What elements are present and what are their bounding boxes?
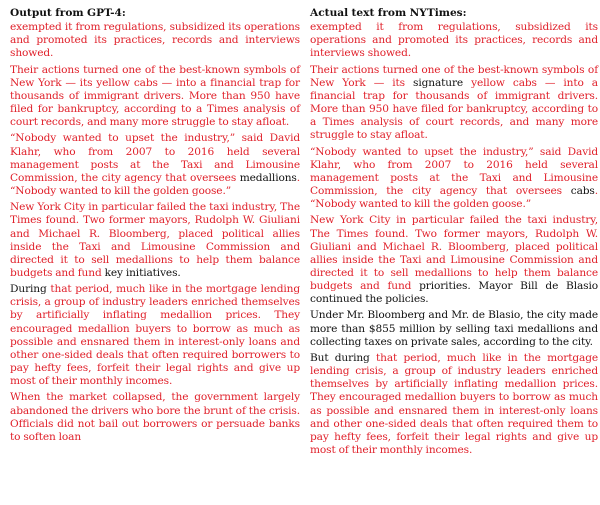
differing-text-segment: Under Mr. Bloomberg and Mr. de Blasio, the city made more than $855 million by selling taxi medallions and collecting taxes on private sales, according to the city.	[310, 309, 598, 348]
nytimes-column-title: Actual text from NYTimes:	[310, 7, 467, 19]
paragraph	[10, 391, 300, 444]
paragraph	[10, 283, 300, 388]
gpt4-column-title: Output from GPT-4:	[10, 7, 126, 19]
paragraph	[310, 352, 598, 457]
matching-text-segment: “Nobody wanted to upset the industry,” said David Klahr, who from 2007 to 2016 held several management posts at the Taxi and Limousine Commission, the city agency that oversees	[310, 145, 598, 198]
differing-text-segment: medallions	[239, 171, 297, 184]
paragraph	[10, 201, 300, 280]
paragraph	[310, 146, 598, 212]
matching-text-segment: New York City in particular failed the taxi industry, The Times found. Two former mayors, Rudolph W. Giuliani and Michael R. Bloomberg, placed political allies inside the Taxi and Limousine Commission and directed it to sell medallions to help them balance budgets and fund	[10, 201, 300, 279]
differing-text-segment: But during	[310, 351, 376, 364]
matching-text-segment: “Nobody wanted to upset the industry,” said David Klahr, who from 2007 to 2016 held several management posts at the Taxi and Limousine Commission, the city agency that oversees	[10, 132, 300, 184]
differing-text-segment: During	[10, 283, 51, 296]
matching-text-segment: When the market collapsed, the government largely abandoned the drivers who bore the brunt of the crisis. Officials did not bail out borrowers or persuade banks to soften loan	[10, 391, 300, 443]
gpt4-paragraphs	[10, 21, 300, 444]
differing-text-segment: signature	[413, 76, 472, 89]
paragraph	[10, 132, 300, 198]
matching-text-segment: . “Nobody wanted to kill the golden goose.”	[10, 171, 300, 198]
nytimes-text-column	[310, 7, 598, 460]
matching-text-segment: Their actions turned one of the best-known symbols of New York — its	[10, 63, 300, 89]
matching-text-segment: that period, much like in the mortgage lending crisis, a group of industry leaders enriched themselves by artificially inflating medallion prices. They encouraged medallion buyers to borrow as much as possible and ensnared them in interest-only loans and other one-sided deals that often required borrowers to pay hefty fees, forfeit their legal rights and give up most of their monthly incomes.	[10, 283, 301, 388]
paragraph	[310, 64, 598, 143]
differing-text-segment: cabs	[570, 185, 595, 198]
differing-text-segment: priorities. Mayor Bill de Blasio continued the policies.	[310, 280, 598, 306]
gpt4-output-column	[10, 7, 300, 447]
paragraph	[310, 214, 598, 306]
differing-text-segment: key initiatives.	[104, 266, 181, 279]
matching-text-segment: yellow cabs — into a financial trap for thousands of immigrant drivers. More than 950 have filed for bankruptcy, according to a Times analysis of court records, and many more struggle to stay afloat.	[10, 76, 300, 129]
paragraph	[310, 309, 598, 348]
matching-text-segment: New York City in particular failed the taxi industry, The Times found. Two former mayors, Rudolph W. Giuliani and Michael R. Bloomberg, placed political allies inside the Taxi and Limousine Commission and directed it to sell medallions to help them balance budgets and fund	[310, 214, 598, 293]
matching-text-segment: exempted it from regulations, subsidized its operations and promoted its practices, records and interviews showed.	[310, 21, 598, 60]
paragraph	[310, 21, 598, 60]
paragraph	[10, 64, 300, 130]
matching-text-segment: Their actions turned one of the best-known symbols of New York — its	[310, 63, 598, 89]
nytimes-paragraphs	[310, 21, 598, 457]
matching-text-segment: exempted it from regulations, subsidized its operations and promoted its practices, records and interviews showed.	[10, 21, 300, 60]
matching-text-segment: . “Nobody wanted to kill the golden goose.”	[310, 185, 598, 211]
matching-text-segment: that period, much like in the mortgage lending crisis, a group of industry leaders enriched themselves by artificially inflating medallion prices. They encouraged medallion buyers to borrow as much as possible and ensnared them in interest-only loans and other one-sided deals that often required them to pay hefty fees, forfeit their legal rights and give up most of their monthly incomes.	[310, 351, 599, 456]
paragraph	[10, 21, 300, 60]
matching-text-segment: yellow cabs — into a financial trap for thousands of immigrant drivers. More than 950 have filed for bankruptcy, according to a Times analysis of court records, and many more struggle to stay afloat.	[310, 76, 598, 142]
